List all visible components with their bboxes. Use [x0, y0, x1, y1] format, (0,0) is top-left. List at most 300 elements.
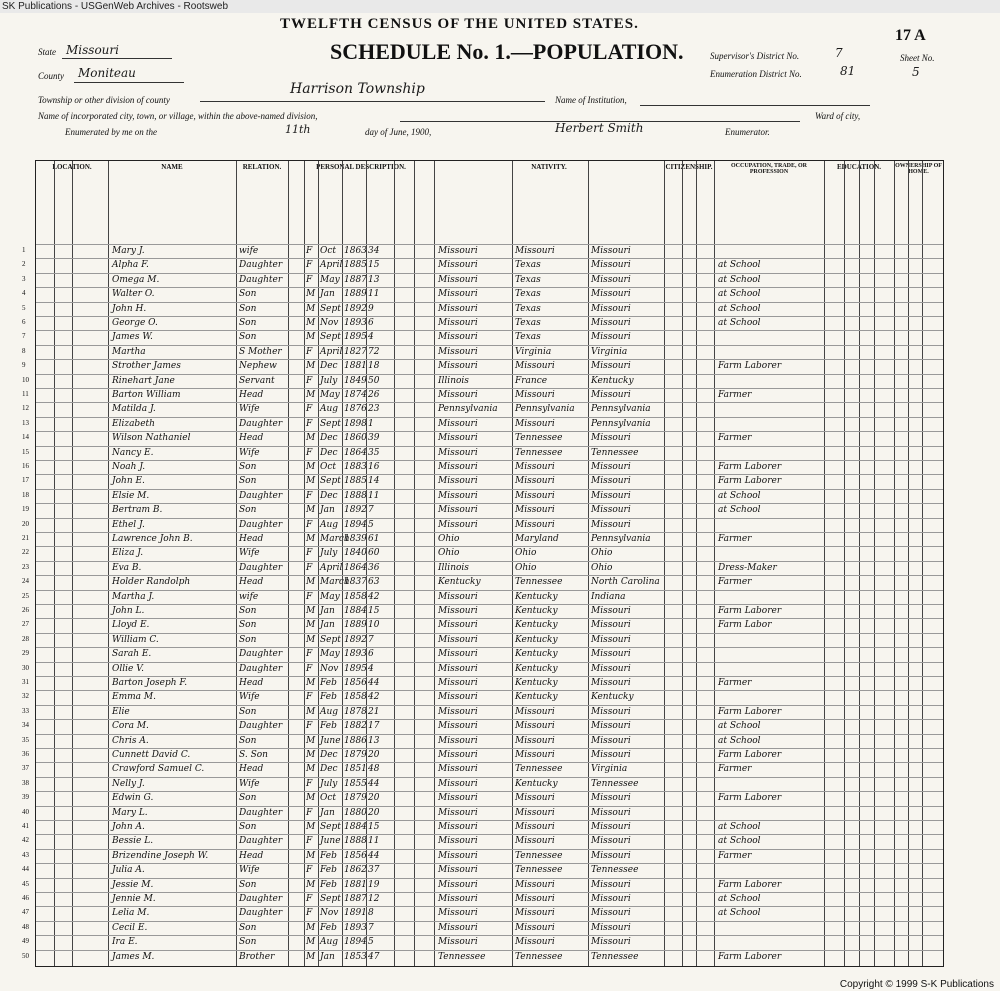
birth-year: 1891 [344, 908, 367, 919]
person-name: Strother James [112, 361, 181, 372]
birth-year: 1879 [344, 750, 367, 760]
birthplace: Missouri [438, 721, 478, 732]
occupation: at School [718, 735, 761, 746]
sex: M [306, 822, 316, 832]
age: 7 [368, 505, 374, 516]
birthplace: Missouri [438, 764, 478, 775]
person-name: Elizabeth [112, 418, 155, 429]
person-name: Mary J. [112, 246, 145, 256]
birthplace: Missouri [438, 879, 478, 890]
sex: F [306, 548, 313, 559]
state-label: State [38, 47, 56, 57]
occupation: Farm Laborer [718, 476, 782, 487]
column-divider [288, 161, 289, 966]
age: 15 [368, 606, 380, 616]
row-number: 22 [22, 548, 29, 557]
birthplace: Missouri [438, 735, 478, 746]
row-number: 10 [22, 375, 29, 384]
relation: Head [239, 678, 264, 688]
row-number: 3 [22, 274, 26, 283]
birth-month: May [320, 649, 340, 660]
birth-month: Dec [320, 433, 338, 444]
birth-month: Nov [320, 663, 339, 674]
age: 7 [368, 634, 374, 645]
person-name: Elsie M. [112, 490, 150, 501]
mother-birthplace: Missouri [591, 793, 631, 804]
birthplace: Missouri [438, 822, 478, 832]
birth-month: Oct [320, 793, 337, 804]
relation: Son [239, 879, 257, 890]
birth-month: July [320, 375, 338, 386]
birthplace: Tennessee [438, 951, 486, 962]
birthplace: Pennsylvania [438, 404, 498, 415]
age: 35 [368, 447, 380, 458]
birthplace: Missouri [438, 332, 478, 343]
sex: M [306, 318, 316, 328]
father-birthplace: Tennessee [515, 951, 563, 962]
age: 11 [368, 836, 380, 847]
father-birthplace: Missouri [515, 476, 555, 487]
person-name: Nelly J. [112, 778, 145, 789]
row-number: 30 [22, 663, 29, 672]
census-page [0, 13, 1000, 991]
birth-year: 1858 [344, 591, 367, 602]
relation: Wife [239, 865, 260, 876]
birthplace: Missouri [438, 606, 478, 616]
mother-birthplace: Missouri [591, 922, 631, 933]
column-divider [664, 161, 665, 966]
age: 5 [368, 519, 374, 530]
birthplace: Illinois [438, 562, 469, 573]
birthplace: Missouri [438, 318, 478, 328]
mother-birthplace: Tennessee [591, 447, 639, 458]
age: 14 [368, 476, 380, 487]
birth-month: Aug [320, 519, 339, 530]
birth-month: March [320, 577, 350, 588]
occupation: at School [718, 490, 761, 501]
age: 13 [368, 274, 380, 285]
sex: F [306, 663, 313, 674]
census-table [22, 160, 944, 967]
column-divider [894, 161, 895, 966]
relation: S. Son [239, 750, 268, 760]
relation: Head [239, 534, 264, 544]
row-number: 32 [22, 692, 29, 701]
birth-year: 1892 [344, 505, 367, 516]
group-relation: RELATION. [242, 163, 282, 171]
relation: Son [239, 289, 257, 300]
table-row [36, 359, 943, 360]
relation: Wife [239, 692, 260, 703]
birth-year: 1883 [344, 462, 367, 472]
age: 37 [368, 865, 380, 876]
birthplace: Missouri [438, 793, 478, 804]
age: 47 [368, 951, 380, 962]
birth-year: 1885 [344, 260, 367, 271]
row-number: 1 [22, 246, 26, 254]
person-name: Lloyd E. [112, 620, 150, 631]
relation: Daughter [239, 807, 283, 818]
person-name: John L. [112, 606, 145, 616]
birth-month: April [320, 346, 343, 357]
relation: Daughter [239, 663, 283, 674]
occupation: at School [718, 303, 761, 314]
row-number: 11 [22, 390, 29, 398]
birthplace: Missouri [438, 778, 478, 789]
sheet-label: 17 A [895, 27, 926, 44]
sex: F [306, 865, 313, 876]
row-number: 45 [22, 879, 29, 888]
occupation: at School [718, 505, 761, 516]
sex: F [306, 836, 313, 847]
relation: Son [239, 634, 257, 645]
mother-birthplace: Missouri [591, 937, 631, 948]
birth-year: 1894 [344, 937, 367, 948]
birthplace: Kentucky [438, 577, 481, 588]
age: 21 [368, 706, 380, 717]
birthplace: Missouri [438, 274, 478, 285]
table-row [36, 345, 943, 346]
table-row [36, 762, 943, 763]
birth-month: Feb [320, 922, 337, 933]
row-number: 21 [22, 534, 29, 542]
birth-year: 1887 [344, 894, 367, 904]
relation: Son [239, 332, 257, 343]
age: 36 [368, 562, 380, 573]
birthplace: Missouri [438, 807, 478, 818]
father-birthplace: Missouri [515, 462, 555, 472]
birthplace: Missouri [438, 865, 478, 876]
occupation: Dress-Maker [718, 562, 777, 573]
sex: M [306, 706, 316, 717]
occupation: at School [718, 289, 761, 300]
age: 44 [368, 678, 380, 688]
column-divider [512, 161, 513, 966]
age: 42 [368, 692, 380, 703]
person-name: Walter O. [112, 289, 155, 300]
age: 18 [368, 361, 380, 372]
age: 20 [368, 750, 380, 760]
row-number: 34 [22, 721, 29, 730]
birth-month: July [320, 548, 338, 559]
birthplace: Missouri [438, 850, 478, 861]
father-birthplace: Maryland [515, 534, 559, 544]
person-name: Bertram B. [112, 505, 163, 516]
sex: M [306, 937, 316, 948]
father-birthplace: Tennessee [515, 433, 563, 444]
birth-year: 1855 [344, 778, 367, 789]
relation: Wife [239, 447, 260, 458]
sex: F [306, 246, 313, 256]
relation: Daughter [239, 562, 283, 573]
birth-year: 1892 [344, 634, 367, 645]
column-divider [908, 161, 909, 966]
birth-month: Dec [320, 361, 338, 372]
relation: Son [239, 462, 257, 472]
mother-birthplace: Pennsylvania [591, 404, 651, 415]
birth-month: April [320, 260, 343, 271]
birthplace: Missouri [438, 418, 478, 429]
age: 15 [368, 822, 380, 832]
occupation: at School [718, 721, 761, 732]
birth-year: 1880 [344, 807, 367, 818]
birthplace: Missouri [438, 591, 478, 602]
mother-birthplace: Pennsylvania [591, 418, 651, 429]
enumerator-label: Enumerator. [725, 127, 770, 137]
mother-birthplace: Missouri [591, 433, 631, 444]
occupation: Farmer [718, 577, 752, 588]
birth-year: 1856 [344, 850, 367, 861]
age: 11 [368, 490, 380, 501]
birth-year: 1858 [344, 692, 367, 703]
father-birthplace: Texas [515, 260, 541, 271]
birth-month: Nov [320, 908, 339, 919]
occupation: Farm Laborer [718, 879, 782, 890]
sex: M [306, 505, 316, 516]
father-birthplace: Ohio [515, 562, 537, 573]
mother-birthplace: Missouri [591, 476, 631, 487]
table-row [36, 402, 943, 403]
mother-birthplace: Missouri [591, 260, 631, 271]
row-number: 29 [22, 649, 29, 658]
age: 8 [368, 908, 374, 919]
row-number: 15 [22, 447, 29, 456]
mother-birthplace: Kentucky [591, 692, 634, 703]
birthplace: Missouri [438, 922, 478, 933]
father-birthplace: Missouri [515, 807, 555, 818]
relation: Nephew [239, 361, 277, 372]
person-name: Cunnett David C. [112, 750, 191, 760]
birthplace: Missouri [438, 750, 478, 760]
sex: F [306, 260, 313, 271]
father-birthplace: Kentucky [515, 634, 558, 645]
occupation: Farmer [718, 850, 752, 861]
age: 48 [368, 764, 380, 775]
enumeration-label: Enumeration District No. [710, 69, 802, 79]
sex: M [306, 476, 316, 487]
column-divider [434, 161, 435, 966]
father-birthplace: Tennessee [515, 850, 563, 861]
mother-birthplace: Kentucky [591, 375, 634, 386]
relation: Son [239, 735, 257, 746]
row-number: 5 [22, 303, 26, 312]
row-number: 16 [22, 462, 29, 470]
birth-year: 1879 [344, 793, 367, 804]
birthplace: Missouri [438, 692, 478, 703]
table-row [36, 604, 943, 605]
table-row [36, 950, 943, 951]
row-number: 18 [22, 490, 29, 499]
relation: Wife [239, 778, 260, 789]
mother-birthplace: Missouri [591, 246, 631, 256]
birth-year: 1827 [344, 346, 367, 357]
person-name: Nancy E. [112, 447, 154, 458]
birth-year: 1882 [344, 721, 367, 732]
occupation: at School [718, 318, 761, 328]
relation: Son [239, 937, 257, 948]
father-birthplace: Virginia [515, 346, 552, 357]
father-birthplace: Missouri [515, 937, 555, 948]
person-name: Sarah E. [112, 649, 152, 660]
person-name: Mary L. [112, 807, 148, 818]
birth-year: 1856 [344, 678, 367, 688]
sex: M [306, 678, 316, 688]
birthplace: Missouri [438, 390, 478, 400]
ward-label: Ward of city, [815, 111, 861, 121]
table-row [36, 273, 943, 274]
table-row [36, 388, 943, 389]
father-birthplace: Kentucky [515, 663, 558, 674]
table-row [36, 791, 943, 792]
mother-birthplace: North Carolina [591, 577, 660, 588]
column-divider [236, 161, 237, 966]
column-divider [588, 161, 589, 966]
birth-year: 1895 [344, 663, 367, 674]
relation: Son [239, 922, 257, 933]
father-birthplace: Missouri [515, 908, 555, 919]
county-value: Moniteau [78, 66, 136, 80]
birth-year: 1863 [344, 246, 367, 256]
age: 26 [368, 390, 380, 400]
person-name: Cecil E. [112, 922, 148, 933]
relation: Brother [239, 951, 275, 962]
birth-month: Sept [320, 418, 341, 429]
row-number: 13 [22, 418, 29, 427]
birth-year: 1878 [344, 706, 367, 717]
relation: Son [239, 505, 257, 516]
age: 44 [368, 850, 380, 861]
supervisor-value: 7 [835, 46, 843, 60]
birthplace: Missouri [438, 346, 478, 357]
age: 6 [368, 318, 374, 328]
county-label: County [38, 71, 64, 81]
person-name: Eva B. [112, 562, 142, 573]
row-number: 47 [22, 908, 29, 917]
mother-birthplace: Missouri [591, 274, 631, 285]
relation: Head [239, 390, 264, 400]
father-birthplace: Texas [515, 318, 541, 328]
relation: Daughter [239, 836, 283, 847]
mother-birthplace: Missouri [591, 303, 631, 314]
birth-year: 1860 [344, 433, 367, 444]
mother-birthplace: Missouri [591, 332, 631, 343]
age: 34 [368, 246, 380, 256]
age: 61 [368, 534, 380, 544]
age: 1 [368, 418, 374, 429]
table-row [36, 374, 943, 375]
row-number: 46 [22, 894, 29, 902]
relation: S Mother [239, 346, 282, 357]
mother-birthplace: Missouri [591, 490, 631, 501]
relation: Son [239, 318, 257, 328]
person-name: Jennie M. [112, 894, 156, 904]
father-birthplace: Tennessee [515, 764, 563, 775]
occupation: at School [718, 274, 761, 285]
row-number: 2 [22, 260, 26, 269]
row-number: 39 [22, 793, 29, 802]
person-name: James W. [112, 332, 153, 343]
relation: Daughter [239, 908, 283, 919]
person-name: Lawrence John B. [112, 534, 193, 544]
table-row [36, 244, 943, 245]
person-name: Cora M. [112, 721, 149, 732]
father-birthplace: Missouri [515, 706, 555, 717]
birth-month: Dec [320, 764, 338, 775]
table-row [36, 719, 943, 720]
birth-month: May [320, 274, 340, 285]
occupation: Farm Laborer [718, 951, 782, 962]
column-divider [318, 161, 319, 966]
birthplace: Missouri [438, 894, 478, 904]
column-divider [394, 161, 395, 966]
relation: Daughter [239, 418, 283, 429]
person-name: Ollie V. [112, 663, 144, 674]
sex: F [306, 519, 313, 530]
birth-month: Aug [320, 404, 339, 415]
row-number: 17 [22, 476, 29, 485]
birth-year: 1849 [344, 375, 367, 386]
table-row [36, 676, 943, 677]
table-row [36, 561, 943, 562]
father-birthplace: Missouri [515, 361, 555, 372]
relation: Head [239, 577, 264, 588]
age: 15 [368, 260, 380, 271]
column-divider [682, 161, 683, 966]
group-citizenship: CITIZENSHIP. [665, 163, 713, 171]
group-nativity: NATIVITY. [531, 163, 567, 171]
schedule-title: SCHEDULE No. 1.—POPULATION. [330, 39, 684, 64]
relation: Daughter [239, 519, 283, 530]
table-row [36, 647, 943, 648]
person-name: Omega M. [112, 274, 160, 285]
row-number: 48 [22, 922, 29, 931]
person-name: Rinehart Jane [112, 375, 175, 386]
birth-month: Feb [320, 865, 337, 876]
row-number: 6 [22, 318, 26, 326]
person-name: Jessie M. [112, 879, 154, 890]
row-number: 42 [22, 836, 29, 845]
occupation: Farmer [718, 433, 752, 444]
column-divider [414, 161, 415, 966]
birth-year: 1881 [344, 879, 367, 890]
sex: M [306, 951, 316, 962]
relation: Son [239, 606, 257, 616]
row-number: 23 [22, 562, 29, 571]
column-divider [714, 161, 715, 966]
person-name: Lelia M. [112, 908, 150, 919]
row-number: 35 [22, 735, 29, 744]
person-name: Brizendine Joseph W. [112, 850, 209, 861]
birth-year: 1851 [344, 764, 367, 775]
father-birthplace: Missouri [515, 894, 555, 904]
mother-birthplace: Tennessee [591, 865, 639, 876]
father-birthplace: Missouri [515, 246, 555, 256]
birth-year: 1837 [344, 577, 367, 588]
birthplace: Missouri [438, 462, 478, 472]
birth-month: Jan [320, 289, 335, 300]
father-birthplace: Kentucky [515, 620, 558, 631]
birthplace: Missouri [438, 649, 478, 660]
father-birthplace: Missouri [515, 836, 555, 847]
father-birthplace: Texas [515, 303, 541, 314]
mother-birthplace: Tennessee [591, 778, 639, 789]
occupation: at School [718, 836, 761, 847]
sex: F [306, 346, 313, 357]
relation: Son [239, 476, 257, 487]
township-value: Harrison Township [290, 81, 425, 97]
table-row [36, 287, 943, 288]
sex: M [306, 750, 316, 760]
